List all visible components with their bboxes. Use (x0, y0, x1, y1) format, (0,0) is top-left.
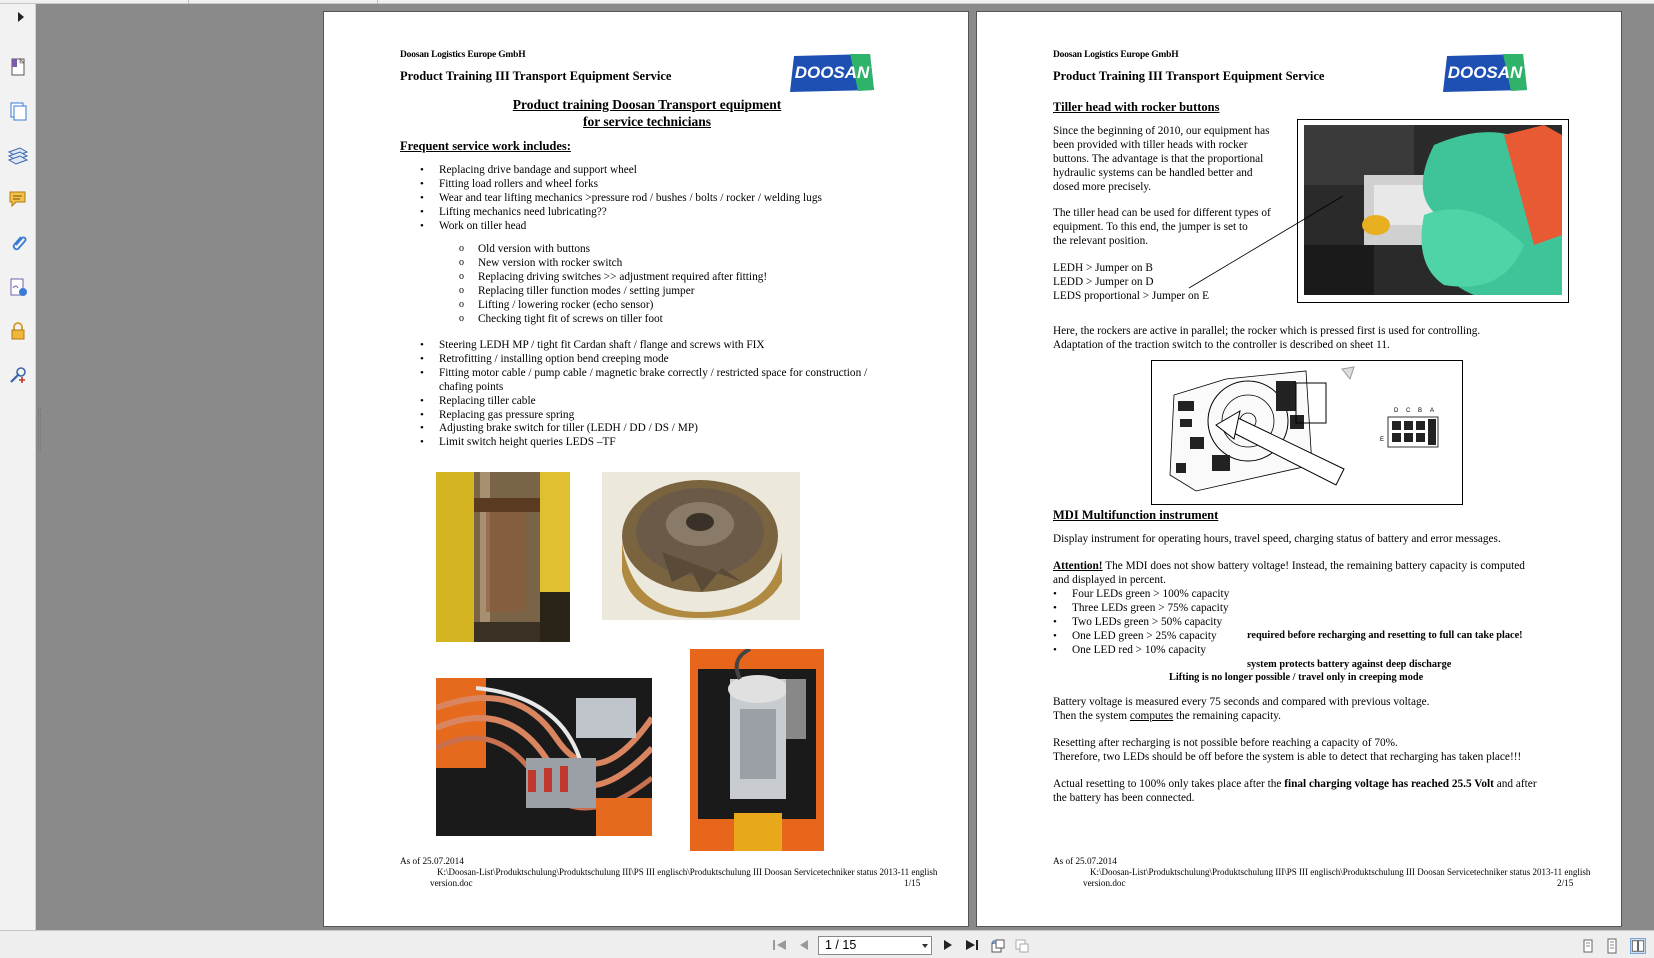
controller-board-diagram-frame (1151, 360, 1463, 505)
next-view-icon[interactable] (1014, 938, 1030, 954)
tab-divider (188, 0, 378, 4)
sublist-item: o New version with rocker switch (439, 257, 767, 271)
bottom-navigation-toolbar (0, 930, 1654, 958)
attachments-icon[interactable] (7, 232, 29, 254)
jumper-settings (1053, 262, 1209, 304)
last-page-button[interactable] (964, 938, 980, 952)
list-item: • Fitting load rollers and wheel forks (400, 178, 822, 192)
svg-text:B: B (1418, 408, 1423, 414)
pages-icon[interactable] (7, 56, 29, 78)
previous-view-icon[interactable] (990, 938, 1006, 954)
sublist-item: o Replacing tiller function modes / setting jumper (439, 285, 767, 299)
service-work-list (400, 164, 822, 234)
rocker-paragraph: Here, the rockers are active in parallel; the rocker which is pressed first is used for controlling. Adaptation of the traction switch to the controller is described on sheet 11. (1053, 325, 1481, 351)
tiller-paragraph-1: Since the beginning of 2010, our equipment has been provided with tiller heads with rocker buttons. The advantage is that the proportional hydraulic systems can be handled better and dosed more precisely. (1053, 125, 1270, 193)
previous-page-button[interactable] (796, 938, 812, 952)
section-heading-tiller: Tiller head with rocker buttons (1053, 100, 1220, 114)
svg-text:E: E (1380, 437, 1385, 443)
page-number-input[interactable]: 1 / 15 (818, 936, 932, 955)
svg-text:D: D (1394, 408, 1399, 414)
security-icon[interactable] (7, 320, 29, 342)
service-work-list-2 (400, 339, 867, 450)
list-item: • One LED green > 25% capacity (1053, 630, 1229, 644)
svg-text:C: C (1406, 408, 1411, 414)
section-heading: Frequent service work includes: (400, 139, 571, 153)
thumbnails-icon[interactable] (7, 100, 29, 122)
signatures-icon[interactable] (7, 276, 29, 298)
svg-text:DOOSAN: DOOSAN (794, 63, 870, 82)
sublist-item: o Old version with buttons (439, 243, 767, 257)
page-title-line-2: for service technicians (583, 114, 711, 129)
lifting-disabled-note: Lifting is no longer possible / travel only in creeping mode (1169, 672, 1424, 683)
list-item: • Retrofitting / installing option bend creeping mode (400, 353, 867, 367)
deep-discharge-note: system protects battery against deep discharge (1247, 659, 1452, 670)
footer-path: K:\Doosan-List\Produktschulung\Produktschulung III\PS III englisch\Produktschulung III Doosan Servicetechniker status 2013-11 english (1090, 867, 1591, 877)
jumper-line: LEDH > Jumper on B (1053, 262, 1153, 274)
mdi-description: Display instrument for operating hours, travel speed, charging status of battery and error messages. (1053, 533, 1501, 545)
list-item-continuation: chafing points (439, 380, 504, 393)
comments-icon[interactable] (7, 188, 29, 210)
footer-path-continued: version.doc (430, 878, 473, 888)
footer-path: K:\Doosan-List\Produktschulung\Produktschulung III\PS III englisch\Produktschulung III Doosan Servicetechniker status 2013-11 english (437, 867, 938, 877)
continuous-view-icon[interactable] (1604, 938, 1620, 954)
company-name: Doosan Logistics Europe GmbH (1053, 50, 1179, 60)
doosan-logo (1441, 52, 1529, 94)
chevron-down-icon[interactable] (922, 944, 928, 948)
left-navigation-panel (0, 4, 36, 930)
list-item: • Steering LEDH MP / tight fit Cardan shaft / flange and screws with FIX (400, 339, 867, 353)
photo-lifting-rod (436, 472, 570, 642)
list-item: • Wear and tear lifting mechanics >pressure rod / bushes / bolts / rocker / welding lugs (400, 192, 822, 206)
list-item: • Work on tiller head (400, 220, 822, 234)
attention-paragraph: Attention! The MDI does not show battery voltage! Instead, the remaining battery capacity is computed and displayed in percent. (1053, 560, 1525, 586)
resetting-paragraph: Resetting after recharging is not possible before reaching a capacity of 70%. Therefore, two LEDs should be off before the system is able to detect that recharging has taken place!!! (1053, 737, 1522, 763)
jumper-line: LEDD > Jumper on D (1053, 275, 1154, 288)
recharge-note: required before recharging and resetting to full can take place! (1247, 630, 1523, 641)
document-subheading: Product Training III Transport Equipment Service (400, 69, 672, 83)
footer-path-continued: version.doc (1083, 878, 1126, 888)
document-page-2 (976, 11, 1622, 927)
jumper-line: LEDS proportional > Jumper on E (1053, 289, 1210, 302)
controller-board-diagram (1156, 365, 1458, 501)
page-number: 1/15 (904, 878, 921, 888)
list-item: • One LED red > 10% capacity (1053, 644, 1229, 658)
photo-motor-cables (436, 678, 652, 836)
list-item: • Two LEDs green > 50% capacity (1053, 616, 1229, 630)
list-item: • Limit switch height queries LEDS –TF (400, 436, 867, 450)
top-tab-strip (0, 0, 1654, 4)
next-page-button[interactable] (940, 938, 956, 952)
list-item: • Fitting motor cable / pump cable / magnetic brake correctly / restricted space for construction / (400, 367, 867, 381)
battery-voltage-paragraph: Battery voltage is measured every 75 seconds and compared with previous voltage. Then the system computes the remaining capacity. (1053, 696, 1430, 722)
tools-icon[interactable] (7, 364, 29, 386)
panel-resize-grip[interactable] (38, 408, 41, 452)
document-subheading: Product Training III Transport Equipment Service (1053, 69, 1325, 83)
tiller-paragraph-2: The tiller head can be used for different types of equipment. To this end, the jumper is set to the relevant position. (1053, 207, 1271, 247)
layers-icon[interactable] (7, 144, 29, 166)
company-name: Doosan Logistics Europe GmbH (400, 50, 526, 60)
tiller-head-sublist (439, 243, 767, 326)
section-heading-mdi: MDI Multifunction instrument (1053, 508, 1219, 522)
page-number: 2/15 (1557, 878, 1574, 888)
photo-worn-bushing (602, 472, 800, 620)
two-page-view-icon[interactable] (1630, 938, 1646, 954)
sublist-item: o Replacing driving switches >> adjustment required after fitting! (439, 271, 767, 285)
list-item: • Replacing gas pressure spring (400, 409, 867, 423)
photo-tiller-foot (690, 649, 824, 851)
led-capacity-list (1053, 588, 1229, 658)
list-item: • Adjusting brake switch for tiller (LEDH / DD / DS / MP) (400, 422, 867, 436)
expand-panel-icon[interactable] (18, 12, 24, 22)
document-page-1 (323, 11, 969, 927)
page-title-line-1: Product training Doosan Transport equipment (512, 97, 782, 112)
list-item: • Three LEDs green > 75% capacity (1053, 602, 1229, 616)
sublist-item: o Lifting / lowering rocker (echo sensor) (439, 299, 767, 313)
list-item: • Lifting mechanics need lubricating?? (400, 206, 822, 220)
list-item: • Four LEDs green > 100% capacity (1053, 588, 1229, 602)
attention-label: Attention! (1053, 560, 1103, 572)
svg-text:DOOSAN: DOOSAN (1447, 63, 1523, 82)
list-item: • Replacing tiller cable (400, 395, 867, 409)
doosan-logo (788, 52, 876, 94)
first-page-button[interactable] (772, 938, 788, 952)
list-item: • Replacing drive bandage and support wheel (400, 164, 822, 178)
final-charging-paragraph: Actual resetting to 100% only takes place after the final charging voltage has reached 25.5 Volt and after the battery has been connected. (1053, 778, 1537, 804)
svg-text:A: A (1430, 408, 1435, 414)
single-page-view-icon[interactable] (1580, 938, 1596, 954)
callout-line (1187, 192, 1347, 292)
footer-date: As of 25.07.2014 (1053, 856, 1117, 866)
footer-date: As of 25.07.2014 (400, 856, 464, 866)
sublist-item: o Checking tight fit of screws on tiller foot (439, 313, 767, 327)
